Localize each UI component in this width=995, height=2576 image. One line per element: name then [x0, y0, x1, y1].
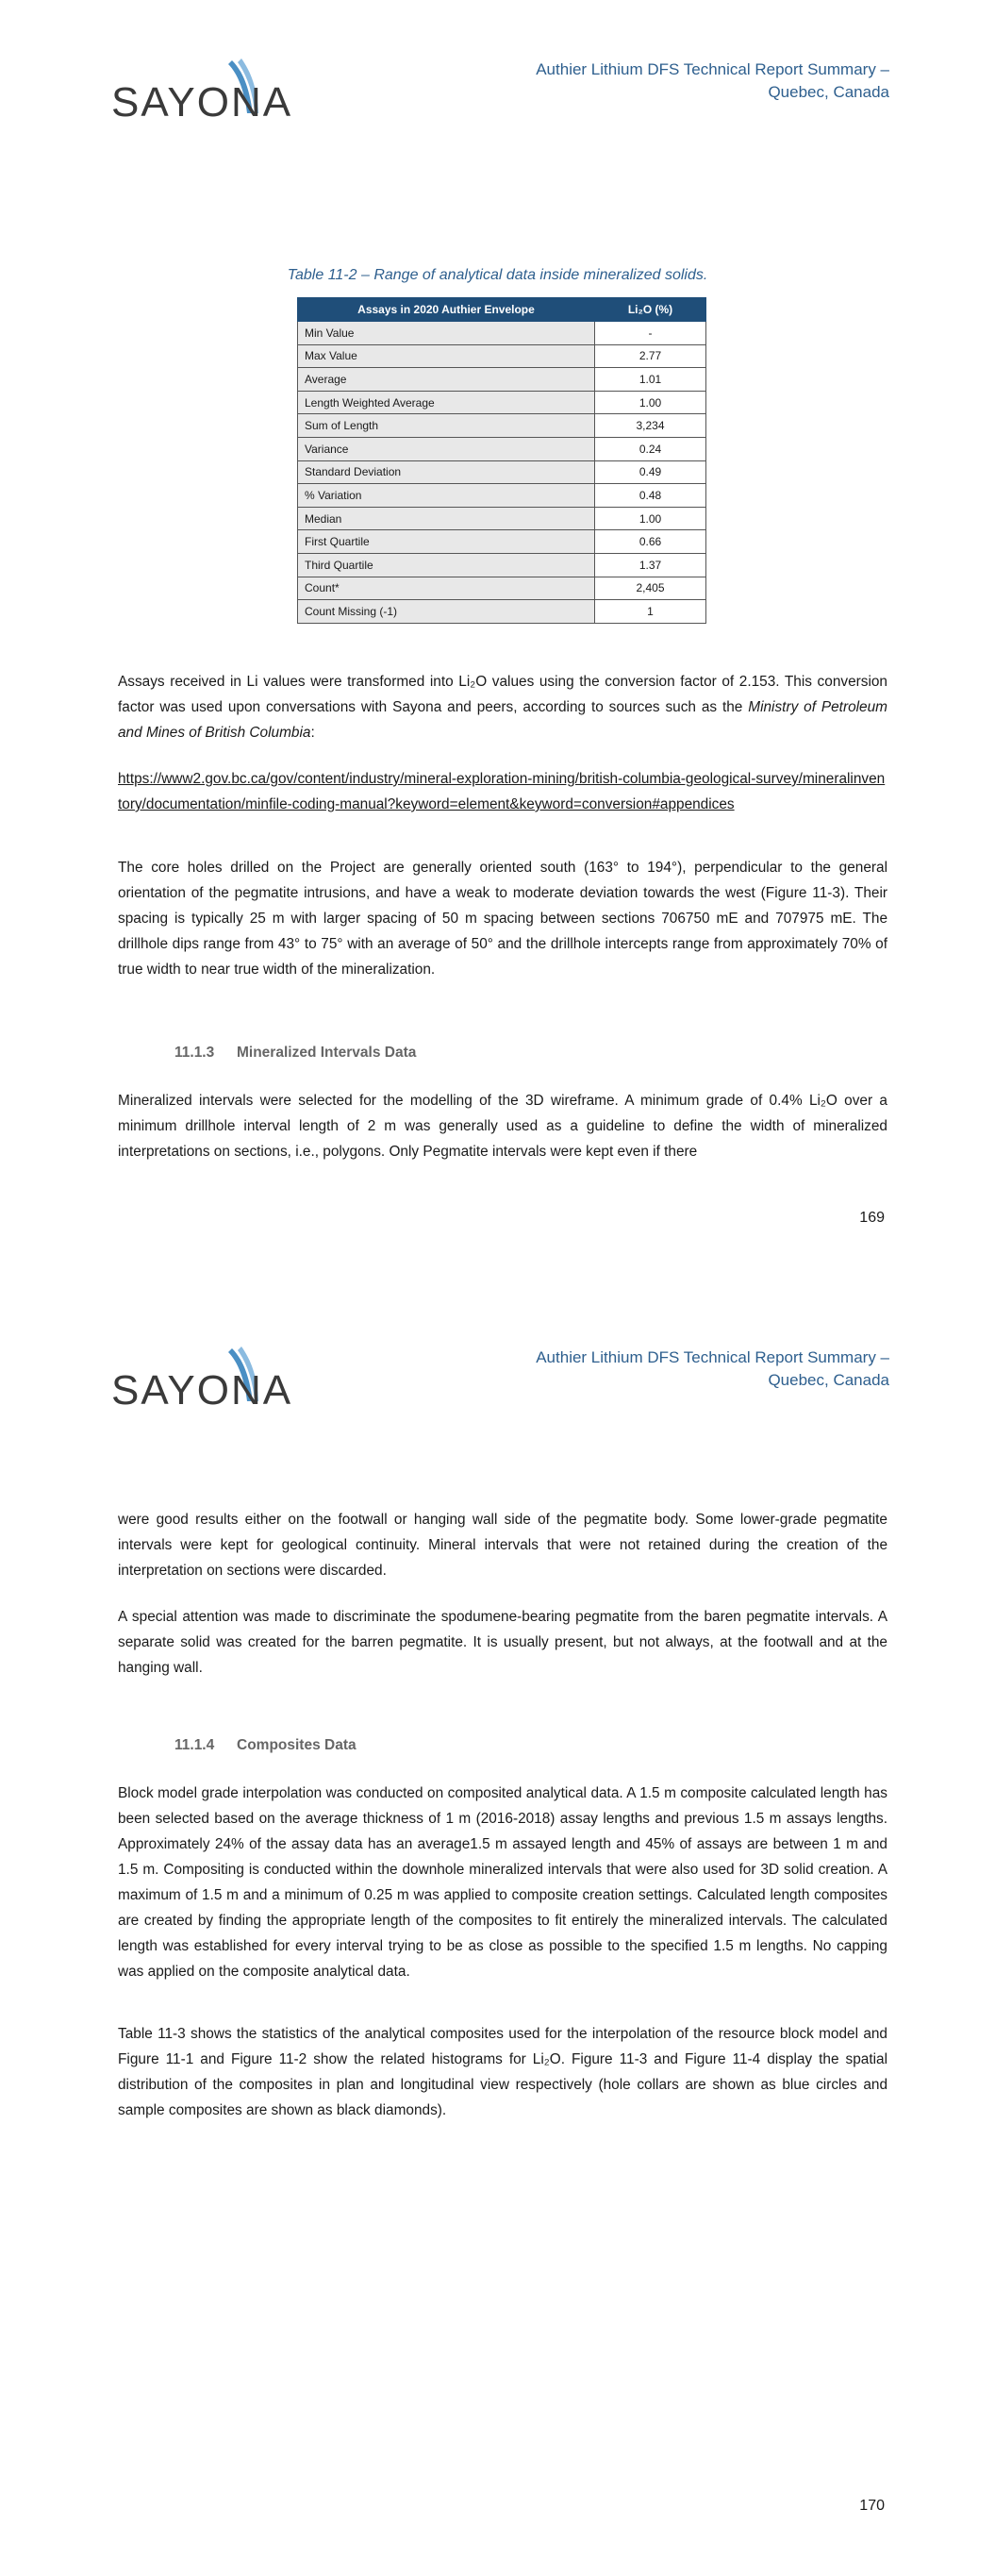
page-170 [0, 1288, 995, 2576]
page-number: 169 [859, 1210, 885, 1226]
table-row [298, 530, 706, 554]
row-value: 1 [595, 600, 706, 624]
assay-stats-table [297, 297, 706, 624]
row-value: 0.49 [595, 460, 706, 484]
table-reference-paragraph: Table 11-3 shows the statistics of the analytical composites used for the interpolation of the resource block model and Figure 11-1 and Figure 11-2 show the related histograms for Li₂O. Figure 11-3 and Figure 11-4 display the spatial distribution of the composites in plan and longitudinal view respectively (hole collars are shown as blue circles and sample composites are shown as black diamonds). [118, 2026, 887, 2118]
composites-paragraph: Block model grade interpolation was conducted on composited analytical data. A 1.5 m composite calculated length has been selected based on the average thickness of 1 m (2016-2018) assay lengths and previous 1.5 m assays lengths. Approximately 24% of the assay data has an average1.5 m assayed length and 45% of assays are between 1 m and 1.5 m. Compositing is conducted within the downhole mineralized intervals that were also used for 3D solid creation. A maximum of 1.5 m and a minimum of 0.25 m was applied to composite creation settings. Calculated length composites are created by finding the appropriate length of the composites to fit entirely the mineralized intervals. The calculated length was established for every interval trying to be as close as possible to the specified 1.5 m lengths. No capping was applied on the composite analytical data. [118, 1785, 887, 1980]
section-number: 11.1.3 [174, 1045, 215, 1061]
row-label: Min Value [298, 322, 595, 345]
sayona-logo [111, 1345, 293, 1413]
row-value: 2.77 [595, 344, 706, 368]
row-value: 0.66 [595, 530, 706, 554]
report-header [437, 59, 889, 104]
logo-wordmark: SAYONA [111, 79, 293, 125]
report-header [437, 1347, 889, 1392]
row-label: Length Weighted Average [298, 391, 595, 414]
header-title-line1: Authier Lithium DFS Technical Report Summary – [536, 1348, 889, 1366]
row-value: 0.48 [595, 484, 706, 508]
row-label: Average [298, 368, 595, 392]
table-header-row [298, 298, 706, 322]
table-row [298, 484, 706, 508]
sayona-logo [111, 57, 293, 125]
row-value: 3,234 [595, 414, 706, 438]
conversion-text: Assays received in Li values were transformed into Li₂O values using the conversion factor of 2.153. This conversion factor was used upon conversations with Sayona and peers, according to sources such as the [118, 674, 887, 715]
row-label: Count* [298, 577, 595, 600]
row-value: 0.24 [595, 437, 706, 460]
table-row [298, 553, 706, 577]
row-label: Sum of Length [298, 414, 595, 438]
header-title-line2: Quebec, Canada [768, 1371, 889, 1389]
row-label: Variance [298, 437, 595, 460]
row-label: Third Quartile [298, 553, 595, 577]
table-row [298, 460, 706, 484]
column-header-assays: Assays in 2020 Authier Envelope [298, 298, 595, 322]
table-row [298, 322, 706, 345]
table-row [298, 507, 706, 530]
section-title: Mineralized Intervals Data [237, 1045, 417, 1061]
table-row [298, 414, 706, 438]
mineralized-intervals-paragraph: Mineralized intervals were selected for the modelling of the 3D wireframe. A minimum grade of 0.4% Li₂O over a minimum drillhole interval length of 2 m was generally used as a guideline to define the width of mineralized interpretations on sections, i.e., polygons. Only Pegmatite intervals were kept even if there [118, 1093, 887, 1160]
conversion-paragraph [118, 669, 887, 745]
section-title: Composites Data [237, 1737, 357, 1753]
row-value: 1.00 [595, 391, 706, 414]
row-label: Max Value [298, 344, 595, 368]
bc-gov-link[interactable]: https://www2.gov.bc.ca/gov/content/industry/mineral-exploration-mining/british-columbia-geological-survey/mineralinventory/documentation/minfile-coding-manual?keyword=element&keyword=conversion#appendices [118, 771, 886, 812]
row-label: % Variation [298, 484, 595, 508]
page-number: 170 [859, 2498, 885, 2514]
row-value: 1.01 [595, 368, 706, 392]
table-row [298, 391, 706, 414]
barren-pegmatite-paragraph: A special attention was made to discriminate the spodumene-bearing pegmatite from the baren pegmatite intervals. A separate solid was created for the barren pegmatite. It is usually present, but not always, at the footwall and at the hanging wall. [118, 1609, 887, 1676]
good-results-paragraph: were good results either on the footwall or hanging wall side of the pegmatite body. Some lower-grade pegmatite intervals were kept for geological continuity. Mineral intervals that were not retained during the creation of the interpretation on sections were discarded. [118, 1512, 887, 1579]
row-value: 1.00 [595, 507, 706, 530]
table-row [298, 437, 706, 460]
column-header-li2o: Li₂O (%) [595, 298, 706, 322]
row-value: 2,405 [595, 577, 706, 600]
drillhole-paragraph: The core holes drilled on the Project are generally oriented south (163° to 194°), perpendicular to the general orientation of the pegmatite intrusions, and have a weak to moderate deviation towards the west (Figure 11-3). Their spacing is typically 25 m with larger spacing of 50 m spacing between sections 706750 mE and 707975 mE. The drillhole dips range from 43° to 75° with an average of 50° and the drillhole intercepts range from approximately 70% of true width to near true width of the mineralization. [118, 860, 887, 978]
table-row [298, 368, 706, 392]
section-heading-11-1-3 [174, 1045, 416, 1062]
table-row [298, 577, 706, 600]
row-label: Median [298, 507, 595, 530]
logo-wordmark: SAYONA [111, 1367, 293, 1413]
table-caption: Table 11-2 – Range of analytical data inside mineralized solids. [287, 267, 708, 283]
conversion-colon: : [310, 725, 315, 741]
header-title-line2: Quebec, Canada [768, 83, 889, 101]
row-label: Standard Deviation [298, 460, 595, 484]
row-label: First Quartile [298, 530, 595, 554]
section-number: 11.1.4 [174, 1737, 215, 1753]
table-row [298, 600, 706, 624]
ministry-name: Ministry of Petroleum and Mines of British Columbia [118, 699, 887, 741]
row-value: 1.37 [595, 553, 706, 577]
row-label: Count Missing (-1) [298, 600, 595, 624]
header-title-line1: Authier Lithium DFS Technical Report Summary – [536, 60, 889, 78]
section-heading-11-1-4 [174, 1737, 357, 1754]
row-value: - [595, 322, 706, 345]
table-row [298, 344, 706, 368]
